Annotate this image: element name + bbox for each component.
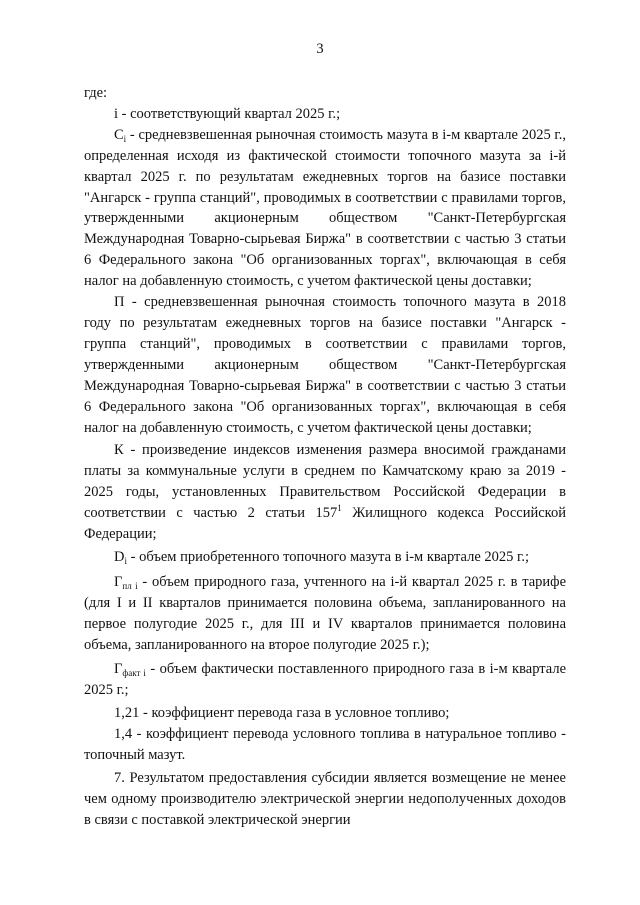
where-label: где: bbox=[84, 85, 108, 101]
definition-p: П - средневзвешенная рыночная стоимость топочного мазута в 2018 году по результатам ежедневных торгов на базисе поставки "Ангарск - группа станций", проводимых в соответствии с правилами торгов, утвержденными акционерным обществом "Санкт-Петербургская Международная Товарно-сырьевая Биржа" в соответствии с частью 3 статьи 6 Федерального закона "Об организованных торгах", включающая в себя налог на добавленную стоимость, с учетом фактической цены доставки; bbox=[84, 294, 566, 436]
subscript-d: i bbox=[124, 555, 127, 566]
definition-1-4: 1,4 - коэффициент перевода условного топлива в натуральное топливо - топочный мазут. bbox=[84, 726, 566, 764]
superscript-k: 1 bbox=[337, 503, 342, 514]
definition-g-fact bbox=[84, 659, 566, 701]
symbol-d: D bbox=[114, 548, 125, 565]
symbol-g-plan: Г bbox=[114, 573, 123, 590]
definition-g-plan bbox=[84, 572, 566, 656]
subscript-c: i bbox=[123, 133, 127, 144]
definition-k-tail: Жилищного кодекса Российской Федерации; bbox=[84, 505, 566, 543]
page-number: 3 bbox=[316, 41, 324, 57]
subscript-g-plan: пл i bbox=[122, 580, 138, 591]
definition-g-fact-text: - объем фактически поставленного природного газа в i-м квартале 2025 г.; bbox=[84, 661, 566, 699]
symbol-g-fact: Г bbox=[114, 661, 123, 678]
definition-1-21: 1,21 - коэффициент перевода газа в условное топливо; bbox=[114, 705, 450, 722]
definition-k bbox=[84, 440, 566, 545]
subscript-g-fact: факт i bbox=[122, 668, 146, 679]
definition-d-text: - объем приобретенного топочного мазута в i-м квартале 2025 г.; bbox=[127, 548, 530, 565]
definition-c-text: - средневзвешенная рыночная стоимость мазута в i-м квартале 2025 г., определенная исходя из фактической стоимости топочного мазута за i-й квартал 2025 г. по результатам ежедневных торгов на базисе поставки "Ангарск - группа станций", проводимых в соответствии с правилами торгов, утвержденными акционерным обществом "Санкт-Петербургская Международная Товарно-сырьевая Биржа" в соответствии с частью 3 статьи 6 Федерального закона "Об организованных торгах", включающая в себя налог на добавленную стоимость, с учетом фактической цены доставки; bbox=[84, 126, 566, 290]
definition-c bbox=[84, 125, 566, 292]
document-body bbox=[84, 83, 566, 831]
definition-d bbox=[84, 547, 566, 568]
definition-i: i - соответствующий квартал 2025 г.; bbox=[114, 105, 341, 122]
definition-g-plan-text: - объем природного газа, учтенного на i-й квартал 2025 г. в тарифе (для I и II кварталов принимается половина объема, запланированного на первое полугодие 2025 г., для III и IV кварталов принимается половина объема, запланированного на второе полугодие 2025 г.); bbox=[84, 573, 567, 653]
definition-k-text: К - произведение индексов изменения размера вносимой гражданами платы за коммунальные услуги в среднем по Камчатскому краю за 2019 - 2025 годы, установленных Правительством Российской Федерации в соответствии с частью 2 статьи 157 bbox=[84, 442, 566, 522]
symbol-c: C bbox=[114, 126, 124, 143]
item-7: 7. Результатом предоставления субсидии является возмещение не менее чем одному производителю электрической энергии недополученных доходов в связи с поставкой электрической энергии bbox=[84, 770, 566, 828]
